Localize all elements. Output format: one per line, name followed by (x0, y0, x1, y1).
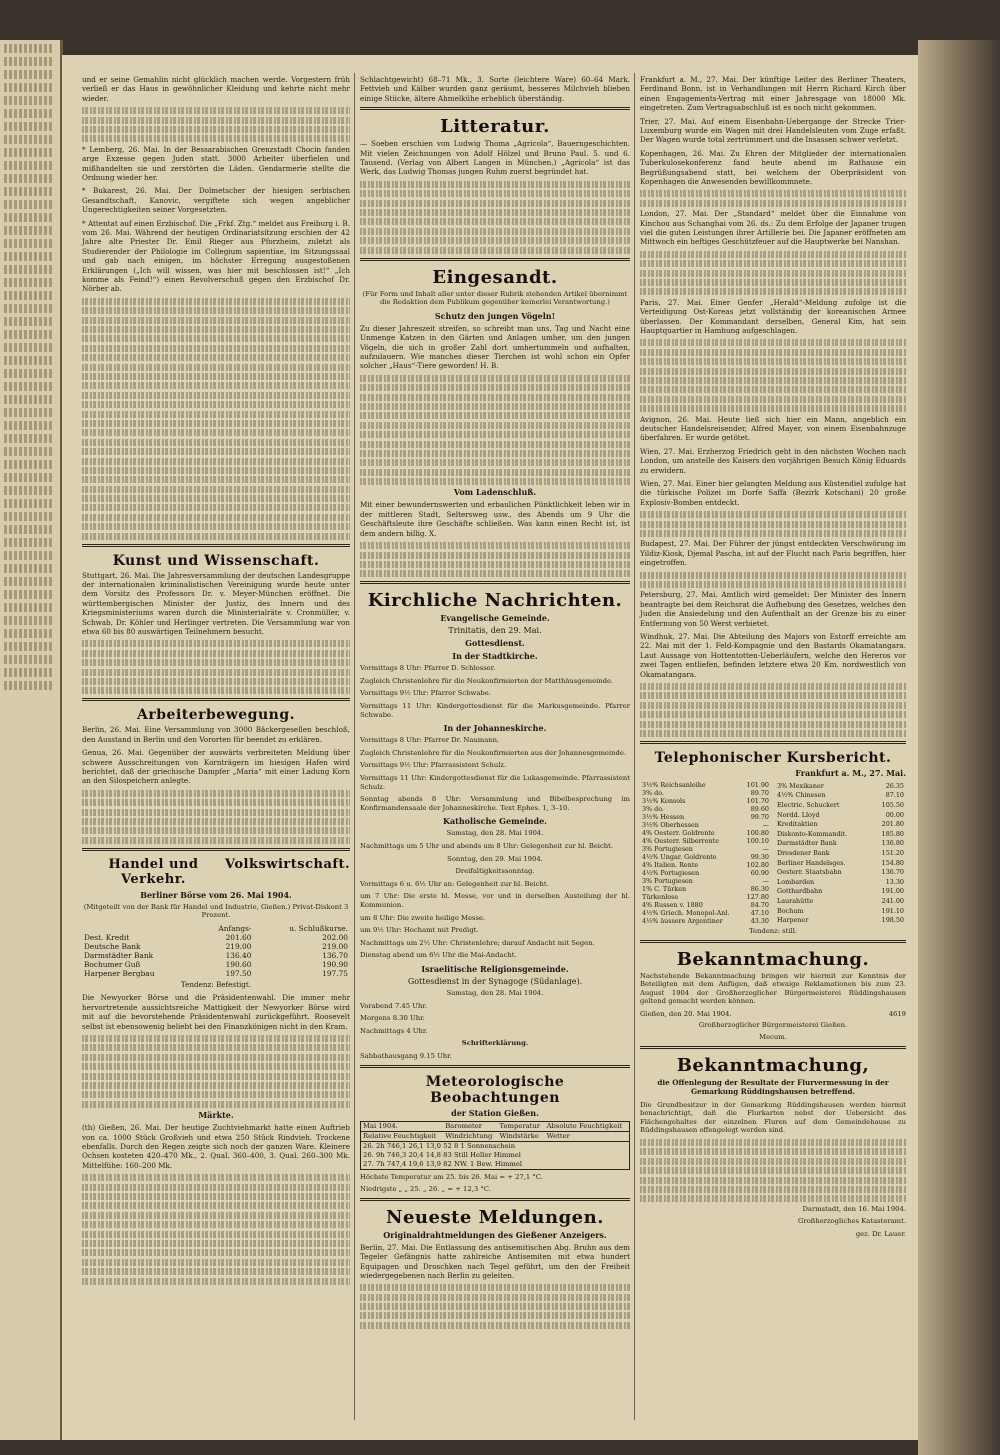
article-attentat: * Attentat auf einen Erzbischof. Die „Frkf. Ztg.“ meldet aus Freiburg i. B. vom 26. Mai. Während der heutigen Ordinariatsitzung erschien der 42 Jahre alte Priester Dr. Emil Rieger aus Pforzheim, zuletzt als Studierender der Philologie im Collegium sapientiae, im Sitzungssaal und gab nach einigen, im höchster Erregung ausgestoßenen Erklärungen („Ich will wissen, was hier mit beschlossen ist!“ „Ich komme als Feind!“) einen Revolverschuß gegen den Erzbischof Dr. Nörber ab. (82, 218, 350, 294)
table-row: Berliner Handelsges. 154.80 (777, 858, 904, 867)
table-row: Bochumer Guß 190.60 190.90 (84, 960, 348, 970)
notice-date-1: Gießen, den 20. Mai 1904. (640, 1009, 732, 1018)
meteo-max: Höchste Temperatur am 25. bis 26. Mai = + 27,1 °C. (360, 1172, 543, 1181)
list-item: Samstag, den 28. Mai 1904. (446, 829, 544, 838)
notice-date-2: Darmstadt, den 16. Mai 1904. (802, 1204, 906, 1213)
list-item: Dienstag abend um 6½ Uhr die Mai-Andacht. (360, 951, 517, 960)
table-row: Nordd. Lloyd 00.00 (777, 810, 904, 819)
table-row: 4½% Chinesen 87.10 (777, 791, 904, 800)
article-laden: Mit einer bewundernswerten und erbaulichen Pünktlichkeit leben wir in der mittleren Stadt, Seltersweg usw., des Abends um 9 Uhr die Geschäftsleute ihre Geschäfte schließen. Was kann einen Recht ist, ist dem andern billig. X. (360, 500, 630, 538)
meteo-subheading: der Station Gießen. (451, 1107, 539, 1118)
section-heading-kirchliche: Kirchliche Nachrichten. (367, 590, 623, 612)
table-row: 3½% Reichsanleihe 101.90 (642, 781, 769, 790)
kurs-tables (640, 781, 906, 925)
table-row: Deutsche Bank 219.00 219.00 (84, 942, 348, 952)
list-item: Zugleich Christenlehre für die Neukonfirmierten aus der Johannesgemeinde. (360, 748, 627, 757)
article-paris: Paris, 27. Mai. Einer Genfer „Herald“-Meldung zufolge ist die Verteidigung Ost-Koreas jetzt vollständig der koreanischen Armee überlassen. Der Kommandant derselben, General Kim, hat sein Hauptquartier in Hamhung aufgeschlagen. (640, 297, 906, 336)
table-row: 3½% Konsols 101.70 (642, 797, 769, 806)
handel-header-row (82, 855, 350, 889)
list-item: Nachmittags um 5 Uhr und abends um 8 Uhr: Gelegenheit zur hl. Beicht. (360, 842, 614, 850)
list-item: um 7 Uhr: Die erste hl. Messe, vor und in derselben Austeilung der hl. Kommunion. (360, 892, 630, 909)
list-item: Vormittags 9½ Uhr: Pfarrer Schwabe. (360, 689, 491, 698)
table-row: Laurahütte 241.00 (777, 896, 904, 905)
eingesandt-disclaimer: (Für Form und Inhalt aller unter dieser Rubrik stehenden Artikel übernimmt die Redaktion dem Publikum gegenüber keinerlei Verantwortung.) (362, 289, 628, 307)
table-header-row: Relative Feuchtigkeit Windrichtung Windstärke Wetter (361, 1131, 630, 1141)
table-row: 27. 7h 747,4 19,6 13,9 82 NW. 1 Bew. Himmel (363, 1159, 523, 1168)
table-row: 4% Oesterr. Silberrente 100.10 (642, 837, 769, 846)
kurs-table-right (775, 781, 906, 925)
johanneskirche-heading: In der Johanneskirche. (443, 723, 547, 734)
section-heading-eingesandt: Eingesandt. (432, 266, 558, 288)
article-budapest: Budapest, 27. Mai. Der Führer der jüngst entdeckten Verschwörung im Yildiz-Kiosk, Djemal Pascha, ist auf der Flucht nach Paris begriffen, hier eingetroffen. (640, 539, 906, 568)
table-row: 3% do. 89.70 (642, 789, 769, 798)
article-giessen-market: (th) Gießen, 26. Mai. Der heutige Zuchtviehmarkt hatte einen Auftrieb von ca. 1000 Stück Großvieh und etwa 250 Stück Rindvieh. Trockene ebenfalls. Durch den Regen zeigte sich noch der ganzen Ware. Kleinere Ochsen kosteten 420–470 Mk., 2. Qual. 360–400, 3. Qual. 260–300 Mk. Mittelfühe: 160–200 Mk. (82, 1123, 350, 1170)
table-header-row: Mai 1904. Barometer Temperatur Absolute Feuchtigkeit (361, 1121, 630, 1131)
stadtkirche-heading: In der Stadtkirche. (452, 651, 538, 662)
article-neueste-berlin: Berlin, 27. Mai. Die Entlassung des antisemitischen Abg. Bruhn aus dem Tegeler Gefängnis hatte zahlreiche Antisemiten mit etwa hundert Equipagen und Droschken nach Tegel geführt, um den der Freiheit wiedergegebenen nach Berlin zu geleiten. (360, 1242, 630, 1280)
section-heading-arbeiter: Arbeiterbewegung. (137, 707, 295, 724)
table-row: Diskonto-Kommandit. 185.80 (777, 829, 904, 838)
article-wien-2: Wien, 27. Mai. Einer hier gelangten Meldung aus Küstendiel zufolge hat die türkische Polizei im Dorfe Saffa (Bezirk Kotschani) 20 große Explosiv-Bomben entdeckt. (640, 479, 906, 507)
kurs-subheading: Frankfurt a. M., 27. Mai. (795, 768, 906, 779)
article-wien-1: Wien, 27. Mai. Erzherzog Friedrich geht in den nächsten Wochen nach London, um anstelle des Kaisers den vorjährigen Besuch König Eduards zu erwidern. (640, 446, 906, 475)
trinitatis-date: Trinitatis, den 29. Mai. (448, 626, 542, 636)
section-heading-literatur: Litteratur. (440, 116, 550, 138)
section-heading-meteo: Meteorologische Beobachtungen (425, 1073, 565, 1106)
table-row: 3½% Hessen 99.70 (642, 813, 769, 822)
list-item: Vormittags 6 u. 6½ Uhr an: Gelegenheit zur hl. Beicht. (360, 879, 549, 888)
column-1 (82, 75, 350, 1287)
meteo-min: Niedrigste „ „ 25. „ 26. „ = + 12,3 °C. (360, 1185, 491, 1194)
section-heading-volkswirtschaft: Volkswirtschaft. (224, 856, 350, 872)
notice-subheading-2: die Offenlegung der Resultate der Flurvermessung in der Gemarkung Rüddingshausen betreffend. (657, 1077, 889, 1097)
column-2 (360, 75, 630, 1331)
article-frankfurt: Frankfurt a. M., 27. Mai. Der künftige Leiter des Berliner Theaters, Ferdinand Bonn, ist in Verhandlungen mit Herrn Richard Kirch über einen Engagements-Vertrag mit einer Jahresgage von 18000 Mk. eingetreten. Zum Vertragsabschluß ist es noch nicht gekommen. (640, 75, 906, 113)
boerse-table: Anfangs- u. Schlußkurse. Dest. Kredit 201.60 202.00 Deutsche Bank 219.00 219.00 Darmstädter Bank 136.40 136.70 Bochumer Guß 190.60 190.90 Harpener Bergbau 197.50 197.75 (84, 924, 348, 979)
kurs-table-left (640, 781, 771, 925)
table-row: Harpener Bergbau 197.50 197.75 (84, 969, 348, 979)
table-row: Oesterr. Staatsbahn 136.70 (777, 868, 904, 877)
list-item: Dreifaltigkeitssonntag. (455, 867, 535, 876)
list-item: Sonntag, den 29. Mai 1904. (447, 854, 543, 863)
article-genua: Genua, 26. Mai. Gegenüber der auswärts verbreiteten Meldung über schwere Ausschreitungen von Kornträgern im hiesigen Hafen wird berichtet, daß der griechische Dampfer „Maria“ mit einer Ladung Korn an den Silospeichern anlegte. (82, 748, 350, 786)
article-newyork: Die Newyorker Börse und die Präsidentenwahl. Die immer mehr hervortretende aussichtsreiche Mattigkeit der Newyorker Börse wird mit auf die bevorstehende Präsidentenwahl zurückgeführt. Roosevelt selbst ist ebensowenig beliebt bei den Finanzkönigen nicht in den Kram. (82, 993, 350, 1031)
notice-body-2: Die Grundbesitzer in der Gemarkung Rüddingshausen werden hiermit benachrichtigt, daß die Flurkarten nebst der Uebersicht des Flächengehaltes der einzelnen Fluren auf dem Gemeindehause zu Rüddingshausen offengelegt werden sind. (640, 1100, 906, 1135)
list-item: Nachmittags 4 Uhr. (360, 1026, 428, 1035)
list-item: Morgens 8.30 Uhr. (360, 1014, 425, 1023)
list-item: Schrifterklärung. (461, 1039, 529, 1048)
table-row: 26. 9h 746,3 20,4 14,8 83 Still Heller Himmel (363, 1150, 521, 1159)
table-row: 3% Mexikaner 26.35 (777, 781, 904, 790)
article-avignon: Avignon, 26. Mai. Heute ließ sich hier ein Mann, angeblich ein deutscher Handelsreisender, Alfred Mayer, von einem Eisenbahnzuge überfahren. Er wurde getötet. (640, 414, 906, 443)
list-item: um 8 Uhr: Die zweite heilige Messe. (360, 913, 486, 922)
isr-subheading: Gottesdienst in der Synagoge (Südanlage). (407, 976, 583, 986)
notice-heading-1: Bekanntmachung. (676, 948, 870, 970)
article-schutz: Zu dieser Jahreszeit streifen, so schreibt man uns, Tag und Nacht eine Unmenge Katzen in den Gärten und Anlagen umher, um den jungen Vögeln, die sich in großer Zahl dort umhertummeln und aufhalten, aufzulauern. Wie manches dieser Tierchen ist wohl schon ein Opfer solcher „Haus“-Tiere geworden! H. B. (360, 323, 630, 371)
article-kopenhagen: Kopenhagen, 26. Mai. Zu Ehren der Mitglieder der internationalen Tuberkulosekonferenz fand heute abend im Rathause ein Begrüßungsabend statt, bei welchem der Oberpräsident von Kopenhagen die Anwesenden bewillkommnete. (640, 148, 906, 187)
section-heading-kunst: Kunst und Wissenschaft. (112, 552, 320, 569)
schutz-heading: Schutz den jungen Vögeln! (434, 310, 556, 321)
section-heading-kursbericht: Telephonischer Kursbericht. (654, 750, 892, 767)
article-lemberg: * Lemberg, 26. Mai. In der Bessarabischen Grenzstadt Chocin fanden arge Exzesse gegen Juden statt. 3000 Arbeiter überfielen und mißhandelten sie und zerstörten die Läden. Gendarmerie stellte die Ordnung wieder her. (82, 144, 350, 182)
article-petersburg: Petersburg, 27. Mai. Amtlich wird gemeldet: Der Minister des Innern beantragte bei dem Reichsrat die Aufhebung des Gesetzes, welches den Juden die Ansiedelung und den Aufenthalt an der Grenze bis zu einer Entfernung von 50 Werst verbietet. (640, 590, 906, 628)
notice-body-1: Nachstehende Bekanntmachung bringen wir hiermit zur Kenntnis der Beteiligten mit dem Anfügen, daß etwaige Reklamationen bis zum 23. August 1904 der Großherzoglicher Bürgermeisterei Rüddingshausen geltend gemacht werden können. (640, 971, 906, 1006)
notice-sign-2: Großherzogliches Katasteramt. (798, 1217, 906, 1226)
list-item: Vormittags 11 Uhr: Kindergottesdienst für die Lukasgemeinde. Pfarrassistent Schulz. (360, 774, 630, 791)
table-row: Türkenlose 127.80 (642, 893, 769, 902)
list-item: Samstag, den 28. Mai 1904. (446, 988, 544, 997)
table-row: Darmstädter Bank 136.40 136.70 (84, 951, 348, 961)
isr-heading: Israelitische Religionsgemeinde. (421, 963, 569, 974)
kurs-tendenz: Tendenz: still. (748, 927, 798, 936)
table-row: Bochum 191.10 (777, 906, 904, 915)
table-row: 4½% Portugiesen 60.90 (642, 869, 769, 878)
table-row: 26. 2h 746,1 26,1 13,0 52 8 1 Sonnenschein (363, 1141, 516, 1150)
list-item: Nachmittags um 2½ Uhr: Christenlehre; darauf Andacht mit Segen. (360, 938, 595, 947)
table-row: 3% Portugiesen — (642, 877, 769, 886)
laden-heading: Vom Ladenschluß. (453, 487, 537, 498)
list-item: um 9½ Uhr: Hochamt mit Predigt. (360, 926, 479, 935)
boerse-heading: Berliner Börse vom 26. Mai 1904. (140, 889, 292, 900)
article-london: London, 27. Mai. Der „Standard“ meldet über die Einnahme von Kinchou aus Schanghai vom 26. ds.: Zu dem Erfolge der Japaner trugen viel die guten Leistungen ihrer Artillerie bei. Die Japaner eröffneten am Mittwoch ein heftiges Geschützfeuer auf die Hauptwerke bei Nanshan. (640, 209, 906, 247)
boerse-tendenz: Tendenz: Befestigt. (180, 980, 252, 990)
notice-heading-2: Bekanntmachung, (676, 1054, 870, 1076)
column-divider (634, 73, 635, 1420)
table-row: Harpener 198.50 (777, 916, 904, 925)
table-row: Darmstädter Bank 136.80 (777, 839, 904, 848)
table-row: 3% do. 89.60 (642, 805, 769, 814)
article-literatur: — Soeben erschien von Ludwig Thoma „Agricola“, Bauerngeschichten. Mit vielen Zeichnungen von Adolf Hölzel und Bruno Paul. 5. und 6. Tausend. (Verlag von Albert Langen in München.) „Agricola“ ist das Werk, das Ludwig Thomas jungen Ruhm zuerst begründet hat. (360, 139, 630, 177)
book-binding (918, 40, 1000, 1455)
table-row: 4% Oesterr. Goldrente 100.80 (642, 829, 769, 838)
list-item: Vorabend 7.45 Uhr. (360, 1001, 428, 1010)
article-berlin-strike: Berlin, 26. Mai. Eine Versammlung von 3000 Bäckergesellen beschloß, den Ausstand in Berlin und den Vororten für beendet zu erklären. (82, 725, 350, 744)
column-divider (354, 73, 355, 1420)
boerse-note: (Mitgeteilt von der Bank für Handel und Industrie, Gießen.) Privat-Diskont 3 Prozent. (83, 902, 349, 920)
table-row: 1% C. Türken 86.30 (642, 885, 769, 894)
article-trier: Trier, 27. Mai. Auf einem Eisenbahn-Uebergange der Strecke Trier-Luxemburg wurde ein Wagen mit drei Handelsleuten vom Zuge erfaßt. Der Wagen wurde total zertrümmert und die Insassen schwer verletzt. (640, 116, 906, 145)
meteo-table (360, 1121, 630, 1170)
list-item: Vormittags 9½ Uhr: Pfarrassistent Schulz. (360, 761, 507, 770)
table-row: Kreditaktien 201.80 (777, 820, 904, 829)
table-row: Gotthardbahn 191.00 (777, 887, 904, 896)
list-item: Sonntag abends 8 Uhr: Versammlung und Bibelbesprechung im Konfirmandensaale der Johanneskirche. Text Ephes. 1, 3–10. (360, 795, 630, 812)
table-row: Dresdener Bank 151.20 (777, 848, 904, 857)
table-row: 4% Russen v. 1880 84.70 (642, 901, 769, 910)
article-intro: und er seine Gemahlin nicht glücklich machen werde. Vorgestern früh verließ er das Haus in gewöhnlicher Kleidung und kehrte nicht mehr wieder. (82, 75, 350, 103)
article-windhuk: Windhuk, 27. Mai. Die Abteilung des Majors von Estorff erreichte am 22. Mai mit der 1. Feld-Kompagnie und den Bastards Okamatangara. Laut Aussage von Hottentotten-Ueberläufern, welche den Hereros vor zwei Tagen entliefen, befinden letztere etwa 20 Km. nordwestlich von Okamatangara. (640, 632, 906, 679)
gottesdienst-label: Gottesdienst. (465, 638, 525, 649)
column-3 (640, 75, 906, 1242)
list-item: Vormittags 11 Uhr: Kindergottesdienst für die Markusgemeinde. Pfarrer Schwabe. (360, 702, 630, 719)
list-item: Zugleich Christenlehre für die Neukonfirmierten der Matthäusgemeinde. (360, 676, 614, 685)
list-item: Sabbathausgang 9.15 Uhr. (360, 1051, 452, 1060)
list-item: Vormittags 8 Uhr: Pfarrer Dr. Naumann. (360, 736, 500, 745)
maerkte-heading: Märkte. (198, 1110, 234, 1121)
notice-name-2: gez. Dr. Lauer. (855, 1229, 906, 1238)
newspaper-page (62, 55, 918, 1440)
table-row: 4½% Griech. Monopol-Anl. 47.10 (642, 909, 769, 918)
section-heading-handel: Handel und Verkehr. (108, 856, 199, 887)
notice-sign-1: Großherzoglicher Bürgermeisterei Gießen. (698, 1020, 848, 1029)
table-row: Dest. Kredit 201.60 202.00 (84, 933, 348, 943)
table-row: 4½% äussere Argentiner 43.30 (642, 917, 769, 926)
table-row: Lombarden 13.30 (777, 877, 904, 886)
table-row: 4% Italien. Rente 102.80 (642, 861, 769, 870)
article-bukarest: * Bukarest, 26. Mai. Der Dolmetscher der hiesigen serbischen Gesandtschaft, Kanovic, vergiftete sich wegen angeblicher Ungerechtigkeiten seiner Vorgesetzten. (82, 186, 350, 215)
evang-heading: Evangelische Gemeinde. (440, 613, 550, 624)
article-vieh-cont: Schlachtgewicht) 68–71 Mk., 3. Sorte (leichtere Ware) 60–64 Mark. Fettvieh und Kälber wurden ganz geräumt, besseres Milchvieh blieben einige Stücke, ältere Ahmelkühe erheblich überständig. (360, 75, 630, 103)
neueste-subheading: Originaldrahtmeldungen des Gießener Anzeigers. (383, 1229, 607, 1240)
article-stuttgart: Stuttgart, 26. Mai. Die Jahresversammlung der deutschen Landesgruppe der internationalen kriminalistischen Vereinigung wurde heute unter dem Vorsitz des Professors Dr. v. Meyer-München eröffnet. Die württembergischen Minister der Justiz, des Innern und des Kriegsministeriums waren durch die Ministerialräte v. Cronmüller, v. Schwab, Dr. Köhler und Herlinger vertreten. Die Versammlung war von etwa 60 bis 80 auswärtigen Teilnehmern besucht. (82, 570, 350, 637)
notice-number-1: 4619 (888, 1009, 906, 1018)
table-row: Electric. Schuckert 105.50 (777, 801, 904, 809)
kath-heading: Katholische Gemeinde. (443, 816, 547, 827)
notice-name-1: Mecum. (759, 1033, 787, 1042)
previous-page-edge (0, 40, 63, 1440)
list-item: Vormittags 8 Uhr: Pfarrer D. Schlosser. (360, 664, 496, 673)
section-heading-neueste: Neueste Meldungen. (386, 1206, 604, 1228)
table-row: 3% Portugiesen — (642, 845, 769, 854)
table-row: 4½% Ungar. Goldrente 99.30 (642, 853, 769, 862)
notice-date-row (640, 1010, 906, 1019)
table-row: 3½% Oberhessen — (642, 821, 769, 830)
